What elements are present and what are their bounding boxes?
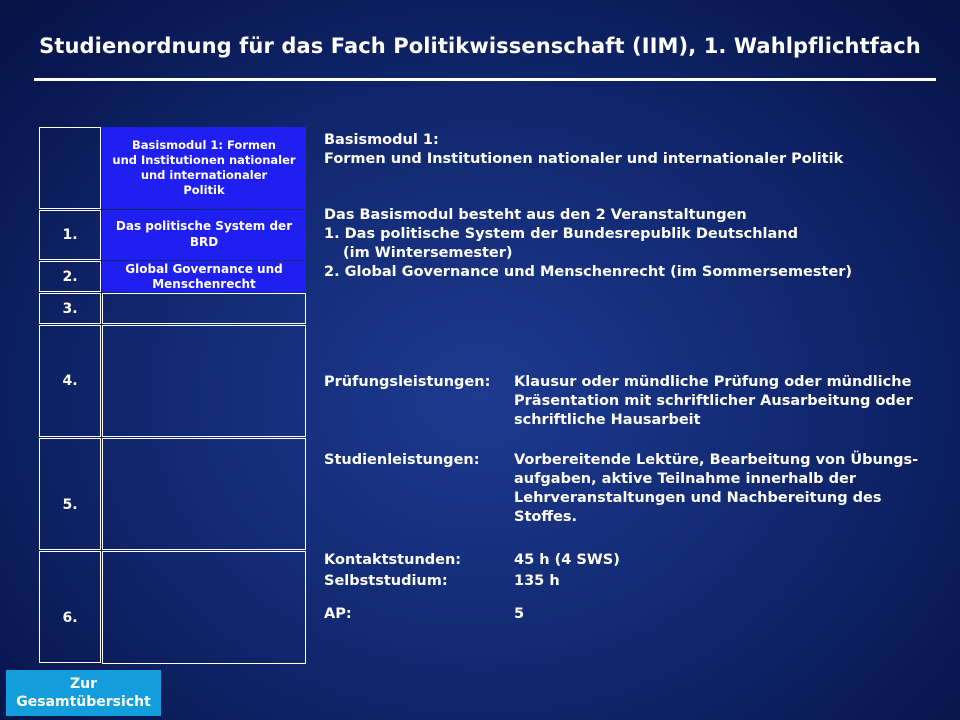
courses-item-2: 2. Global Governance und Menschenrecht (im Sommersemester) [324,264,853,280]
title-divider [34,78,936,81]
course-politisches-system[interactable] [102,210,306,260]
pruefung-label: Prüfungsleistungen: [324,374,491,390]
course1-line-2: BRD [189,235,219,249]
basismodul-line-1: Basismodul 1: Formen [132,138,276,153]
semester-1: 1. [39,210,101,260]
kontakt-value: 45 h (4 SWS) [514,552,620,568]
studien-label: Studienleistungen: [324,452,480,468]
heading-line-2: Formen und Institutionen nationaler und internationaler Politik [324,151,844,167]
courses-item-1: 1. Das politische System der Bundesrepublik Deutschland [324,226,798,242]
basismodul-line-3: und internationaler [140,168,268,182]
ap-label: AP: [324,606,352,622]
studien-line-1: Vorbereitende Lektüre, Bearbeitung von Übungs- [514,452,919,468]
pruefung-line-3: schriftliche Hausarbeit [514,412,701,428]
semester-4: 4. [39,325,101,437]
semester-5: 5. [39,438,101,550]
studien-line-4: Stoffes. [514,509,578,525]
empty-cell-5 [102,438,306,550]
courses-intro: Das Basismodul besteht aus den 2 Veranstaltungen [324,207,747,223]
course-global-governance[interactable] [102,261,306,292]
overview-button-line-2: Gesamtübersicht [16,694,151,710]
course2-line-1: Global Governance und [125,261,283,276]
semester-2: 2. [39,261,101,292]
studien-value [514,451,954,527]
basismodul-line-4: Politik [183,182,225,197]
heading-line-1: Basismodul 1: [324,132,439,148]
selbst-value: 135 h [514,573,560,589]
empty-cell-4 [102,325,306,437]
overview-button[interactable] [6,670,161,716]
basismodul-line-2: und Institutionen nationaler [112,153,296,168]
pruefung-value [514,373,954,430]
description-courses [324,206,852,282]
course2-line-2: Menschenrecht [152,276,256,291]
description-heading [324,131,843,169]
semester-header-box [39,127,101,209]
pruefung-line-1: Klausur oder mündliche Prüfung oder mündliche [514,374,912,390]
empty-cell-3 [102,293,306,324]
course1-line-1: Das politische System der [115,219,293,234]
studien-line-2: aufgaben, aktive Teilnahme innerhalb der [514,471,856,487]
empty-cell-6 [102,551,306,664]
kontakt-label: Kontaktstunden: [324,552,462,568]
semester-3: 3. [39,293,101,324]
overview-button-line-1: Zur [69,675,98,692]
ap-value: 5 [514,606,525,622]
pruefung-line-2: Präsentation mit schriftlicher Ausarbeitung oder [514,393,913,409]
basismodul-cell[interactable] [102,127,306,209]
semester-6: 6. [39,551,101,663]
page-title: Studienordnung für das Fach Politikwissenschaft (IIM), 1. Wahlpflichtfach [39,34,921,58]
studien-line-3: Lehrveranstaltungen und Nachbereitung des [514,490,882,506]
courses-item-1-semester: (im Wintersemester) [343,245,513,261]
selbst-label: Selbststudium: [324,573,448,589]
